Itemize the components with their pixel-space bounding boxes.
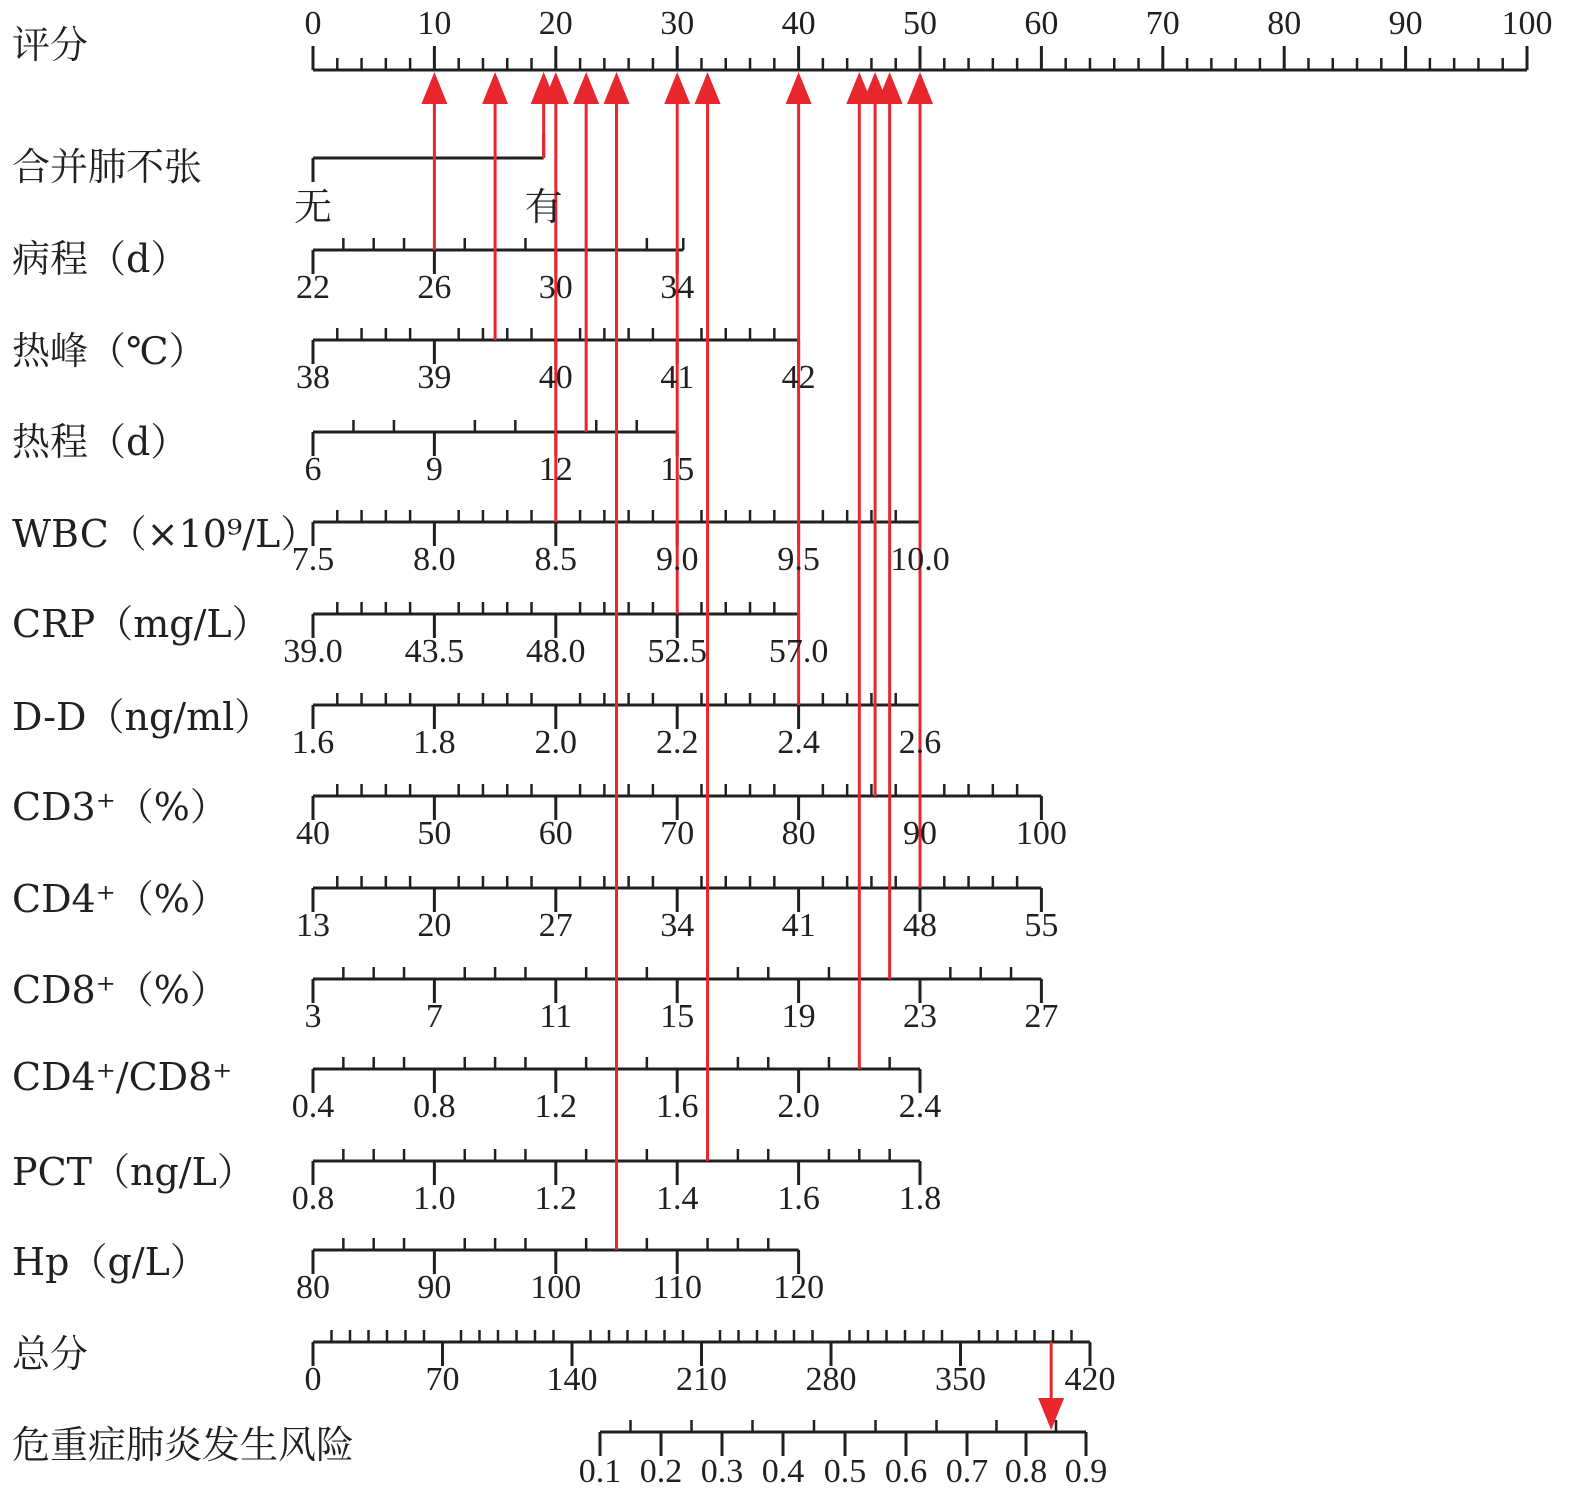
tick-label-hp: 110 xyxy=(652,1269,703,1306)
arrow-head-fever_peak xyxy=(482,72,508,104)
tick-label-risk: 0.3 xyxy=(700,1453,744,1490)
tick-label-pct: 1.2 xyxy=(534,1180,578,1217)
text-layer xyxy=(12,5,1553,1490)
tick-label-hp: 90 xyxy=(417,1269,452,1306)
tick-label-total: 70 xyxy=(425,1361,460,1398)
tick-label-wbc: 8.5 xyxy=(534,541,578,578)
tick-label-points: 50 xyxy=(903,5,937,42)
tick-label-cd3: 100 xyxy=(1015,815,1067,852)
row-label-hp: Hp（g/L） xyxy=(12,1240,208,1284)
tick-label-total: 420 xyxy=(1064,1361,1116,1398)
tick-label-fever_peak: 39 xyxy=(417,359,452,396)
row-label-crp: CRP（mg/L） xyxy=(12,602,270,646)
tick-label-cd4: 27 xyxy=(538,907,573,944)
tick-label-cd4: 41 xyxy=(781,907,816,944)
tick-label-cd3: 70 xyxy=(660,815,695,852)
tick-label-fever_peak: 42 xyxy=(781,359,816,396)
row-label-risk: 危重症肺炎发生风险 xyxy=(12,1423,355,1467)
category-atelectasis-1: 有 xyxy=(524,185,563,229)
tick-label-points: 30 xyxy=(660,5,695,42)
tick-label-cd3: 40 xyxy=(296,815,330,852)
arrow-head-cd4 xyxy=(907,72,933,104)
tick-label-fever_peak: 38 xyxy=(296,359,330,396)
tick-label-course: 26 xyxy=(417,269,452,306)
arrow-head-hp xyxy=(604,72,630,104)
tick-label-cd8: 11 xyxy=(539,998,573,1035)
tick-label-risk: 0.2 xyxy=(639,1453,683,1490)
tick-label-pct: 0.8 xyxy=(291,1180,335,1217)
tick-label-cd4: 13 xyxy=(296,907,330,944)
tick-label-cd8: 27 xyxy=(1024,998,1059,1035)
tick-label-total: 280 xyxy=(805,1361,857,1398)
category-atelectasis-0: 无 xyxy=(293,185,333,229)
row-label-fever_peak: 热峰（℃） xyxy=(12,329,207,373)
tick-label-wbc: 9.5 xyxy=(777,541,820,578)
tick-label-hp: 80 xyxy=(296,1269,330,1306)
tick-label-wbc: 10.0 xyxy=(890,541,950,578)
tick-label-points: 40 xyxy=(781,5,816,42)
tick-label-cd4cd8: 0.8 xyxy=(413,1088,456,1125)
tick-label-risk: 0.1 xyxy=(578,1453,622,1490)
tick-label-risk: 0.5 xyxy=(823,1453,867,1490)
tick-label-points: 90 xyxy=(1388,5,1423,42)
tick-label-cd8: 3 xyxy=(304,998,322,1035)
tick-label-points: 10 xyxy=(417,5,452,42)
row-label-dd: D-D（ng/ml） xyxy=(12,695,273,739)
row-label-points: 评分 xyxy=(12,23,89,67)
tick-label-points: 60 xyxy=(1024,5,1059,42)
tick-label-points: 70 xyxy=(1145,5,1180,42)
tick-label-cd4: 20 xyxy=(417,907,452,944)
tick-label-fever_duration: 12 xyxy=(538,451,573,488)
tick-label-wbc: 7.5 xyxy=(291,541,335,578)
tick-label-hp: 120 xyxy=(773,1269,825,1306)
arrow-head-dd xyxy=(786,72,812,104)
tick-label-points: 100 xyxy=(1501,5,1553,42)
tick-label-course: 22 xyxy=(296,269,330,306)
row-label-total: 总分 xyxy=(12,1332,89,1376)
tick-label-fever_duration: 15 xyxy=(660,451,695,488)
tick-label-points: 80 xyxy=(1267,5,1302,42)
tick-label-cd3: 50 xyxy=(417,815,452,852)
tick-label-risk: 0.9 xyxy=(1064,1453,1108,1490)
arrow-head-crp xyxy=(664,72,690,104)
tick-label-cd4cd8: 1.2 xyxy=(534,1088,578,1125)
tick-label-wbc: 9.0 xyxy=(655,541,699,578)
row-label-pct: PCT（ng/L） xyxy=(12,1150,255,1194)
tick-label-crp: 48.0 xyxy=(526,633,586,670)
tick-label-pct: 1.4 xyxy=(655,1180,699,1217)
tick-label-cd8: 23 xyxy=(903,998,937,1035)
tick-label-course: 30 xyxy=(538,269,573,306)
row-label-fever_duration: 热程（d） xyxy=(12,420,189,464)
tick-label-cd8: 15 xyxy=(660,998,695,1035)
tick-label-cd8: 19 xyxy=(781,998,816,1035)
arrow-head-course xyxy=(421,72,447,104)
tick-label-total: 210 xyxy=(676,1361,727,1398)
tick-label-crp: 52.5 xyxy=(647,633,707,670)
tick-label-cd4cd8: 2.0 xyxy=(777,1088,820,1125)
tick-label-dd: 2.6 xyxy=(898,724,942,761)
tick-label-pct: 1.0 xyxy=(413,1180,456,1217)
tick-label-fever_peak: 40 xyxy=(538,359,573,396)
row-label-course: 病程（d） xyxy=(12,237,189,281)
tick-label-crp: 57.0 xyxy=(768,633,829,670)
tick-label-cd3: 60 xyxy=(538,815,573,852)
tick-label-fever_duration: 6 xyxy=(304,451,322,488)
tick-label-cd4: 34 xyxy=(660,907,695,944)
tick-label-points: 0 xyxy=(304,5,322,42)
tick-label-risk: 0.4 xyxy=(761,1453,805,1490)
tick-label-cd3: 90 xyxy=(903,815,937,852)
row-label-cd3: CD3⁺（%） xyxy=(12,785,228,829)
tick-label-dd: 2.0 xyxy=(534,724,578,761)
tick-label-dd: 1.6 xyxy=(291,724,335,761)
row-label-cd4cd8: CD4⁺/CD8⁺ xyxy=(12,1055,233,1099)
tick-label-risk: 0.8 xyxy=(1004,1453,1048,1490)
tick-label-risk: 0.6 xyxy=(884,1453,928,1490)
tick-label-crp: 39.0 xyxy=(283,633,343,670)
tick-label-pct: 1.6 xyxy=(777,1180,820,1217)
tick-label-cd4cd8: 1.6 xyxy=(655,1088,699,1125)
tick-label-fever_peak: 41 xyxy=(660,359,695,396)
tick-label-fever_duration: 9 xyxy=(425,451,443,488)
row-label-cd8: CD8⁺（%） xyxy=(12,968,228,1012)
tick-label-hp: 100 xyxy=(530,1269,582,1306)
arrow-head-pct xyxy=(695,72,721,104)
tick-label-crp: 43.5 xyxy=(404,633,465,670)
tick-label-dd: 2.2 xyxy=(655,724,699,761)
tick-label-cd4: 48 xyxy=(903,907,937,944)
tick-label-wbc: 8.0 xyxy=(413,541,456,578)
tick-label-total: 0 xyxy=(304,1361,322,1398)
row-label-atelectasis: 合并肺不张 xyxy=(12,145,203,189)
tick-label-cd8: 7 xyxy=(425,998,443,1035)
tick-label-risk: 0.7 xyxy=(945,1453,989,1490)
arrows-layer xyxy=(421,72,1064,1430)
tick-label-pct: 1.8 xyxy=(898,1180,942,1217)
row-label-cd4: CD4⁺（%） xyxy=(12,877,228,921)
tick-label-total: 350 xyxy=(935,1361,986,1398)
row-label-wbc: WBC（×10⁹/L） xyxy=(12,512,319,556)
arrow-head-fever_duration xyxy=(573,72,599,104)
tick-label-dd: 2.4 xyxy=(777,724,820,761)
tick-label-course: 34 xyxy=(660,269,695,306)
tick-label-dd: 1.8 xyxy=(413,724,456,761)
arrow-head-total-to-risk xyxy=(1038,1398,1064,1430)
tick-label-cd4cd8: 2.4 xyxy=(898,1088,942,1125)
tick-label-cd3: 80 xyxy=(781,815,816,852)
tick-label-cd4cd8: 0.4 xyxy=(291,1088,335,1125)
tick-label-total: 140 xyxy=(546,1361,598,1398)
tick-label-cd4: 55 xyxy=(1024,907,1059,944)
tick-label-points: 20 xyxy=(538,5,573,42)
